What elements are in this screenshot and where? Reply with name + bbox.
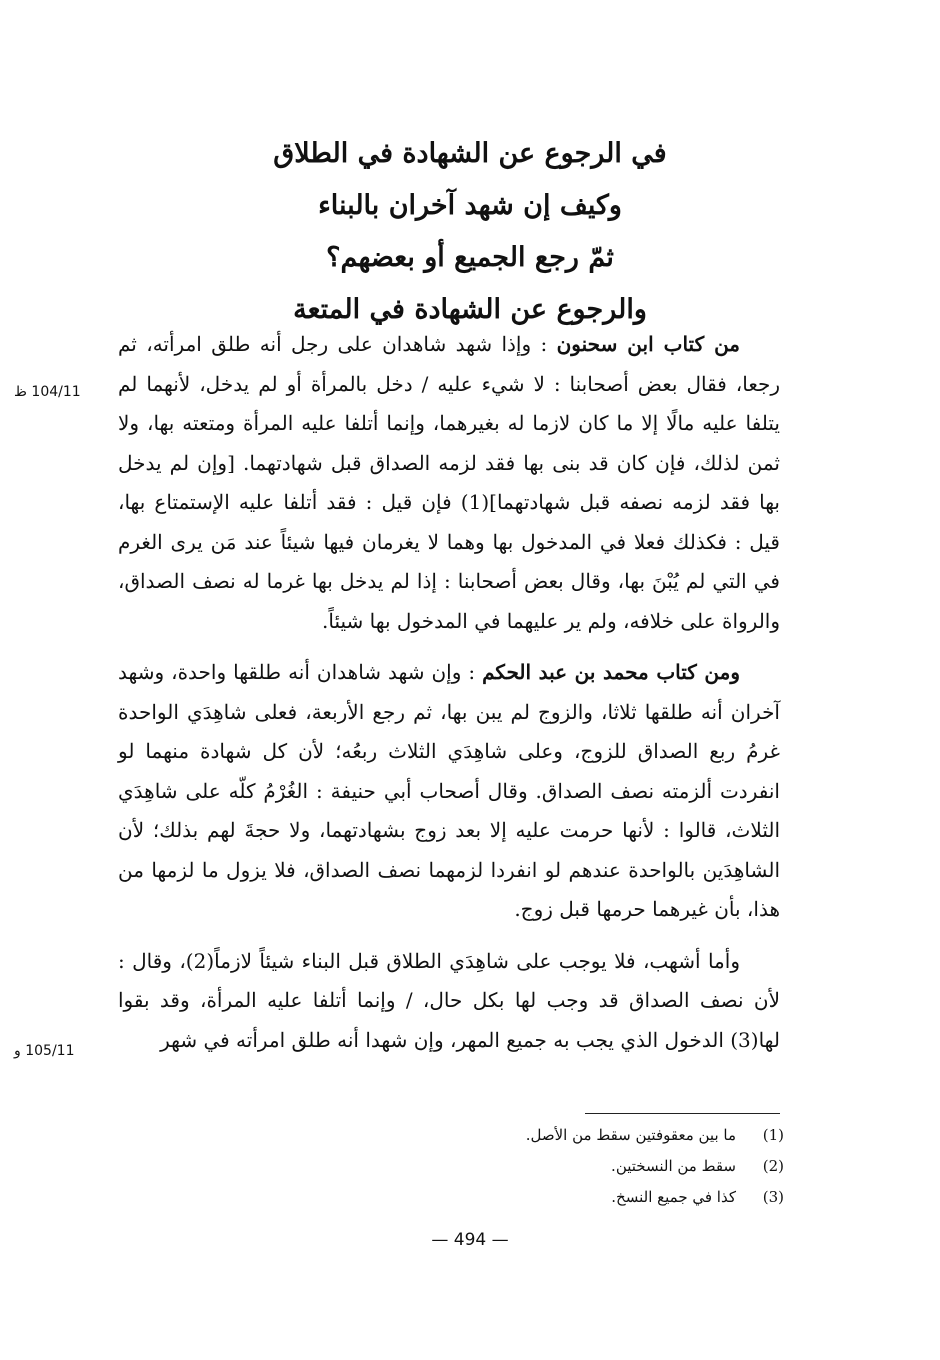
chapter-title xyxy=(150,128,790,336)
paragraph-2-text: : وإن شهد شاهدان أنه طلقها واحدة، وشهد آخران أنه طلقها ثلاثا، والزوج لم يبن بها، ثم رجع الأربعة، فعلى شاهِدَي الواحدة غرمُ ربع الصداق للزوج، وعلى شاهِدَي الثلاث ربعُه؛ لأن كل شهادة منهما لو انفردت ألزمته نصف الصداق. وقال أصحاب أبي حنيفة : الغُرْمُ كلّه على شاهِدَي الثلاث، قالوا : لأنها حرمت عليه إلا بعد زوج بشهادتهما، ولا حجةَ لهم بذلك؛ لأن الشاهِدَين بالواحدة عندهم لو انفردا لزمهما نصف الصداق، فلا يزول ما لزمها من هذا، بأن غيرهما حرمها قبل زوج. xyxy=(118,660,780,921)
title-line-4: والرجوع عن الشهادة في المتعة xyxy=(293,294,647,325)
paragraph-1-source: من كتاب ابن سحنون xyxy=(556,332,741,356)
paragraph-3-text: وأما أشهب، فلا يوجب على شاهِدَي الطلاق قبل البناء شيئاً لازماً(2)، وقال : لأن نصف الصداق قد وجب لها بكل حال، / وإنما أتلفا عليه المرأة، وقد بقوا لها(3) الدخول الذي يجب به جميع المهر، وإن شهدا أنه طلق امرأته في شهر xyxy=(118,948,780,1052)
footnote-text: ما بين معقوفتين سقط من الأصل. xyxy=(525,1126,736,1144)
paragraph-1-text: : وإذا شهد شاهدان على رجل أنه طلق امرأته، ثم رجعا، فقال بعض أصحابنا : لا شيء عليه / دخل بالمرأة أو لم يدخل، لأنهما لم يتلفا عليه مالًا إلا ما كان لازما له بغيرهما، وإنما أتلفا عليه المرأة ومتعته بها، ولا ثمن لذلك، فإن كان قد بنى بها فقد لزمه الصداق قبل شهادتهما. [وإن لم يدخل بها فقد لزمه نصفه قبل شهادتهما](1) فإن قيل : فقد أتلفا عليه الإستمتاع بها، قيل : فكذلك فعلا في المدخول بها وهما لا يغرمان فيها شيئاً عند مَن يرى الغرم في التي لم يُبْنَ بها، وقال بعض أصحابنا : إذا لم يدخل بها غرما له نصف الصداق، والرواة على خلافه، ولم ير عليهما في المدخول بها شيئاً. xyxy=(118,332,780,633)
paragraph-1 xyxy=(118,325,780,641)
footnote-number: (2) xyxy=(762,1157,784,1175)
title-line-1: في الرجوع عن الشهادة في الطلاق xyxy=(273,138,667,169)
main-text xyxy=(118,325,780,1072)
paragraph-2-source: ومن كتاب محمد بن عبد الحكم xyxy=(482,660,740,684)
footnotes xyxy=(420,1120,784,1213)
paragraph-3 xyxy=(118,942,780,1061)
footnote-3 xyxy=(420,1182,784,1213)
manuscript-folio-note-2: 105/11 و xyxy=(14,1043,75,1059)
footnote-number: (1) xyxy=(762,1126,784,1144)
footnote-number: (3) xyxy=(762,1188,784,1206)
footnote-divider xyxy=(585,1113,780,1114)
paragraph-2 xyxy=(118,653,780,930)
footnote-text: سقط من النسختين. xyxy=(611,1157,736,1175)
manuscript-folio-note-1: 104/11 ظ xyxy=(14,384,81,400)
footnote-2 xyxy=(420,1151,784,1182)
footnote-1 xyxy=(420,1120,784,1151)
title-line-2: وكيف إن شهد آخران بالبناء xyxy=(318,190,622,221)
title-line-3: ثمّ رجع الجميع أو بعضهم؟ xyxy=(326,242,614,273)
footnote-text: كذا في جميع النسخ. xyxy=(611,1188,736,1206)
page-number: — 494 — xyxy=(431,1230,509,1250)
